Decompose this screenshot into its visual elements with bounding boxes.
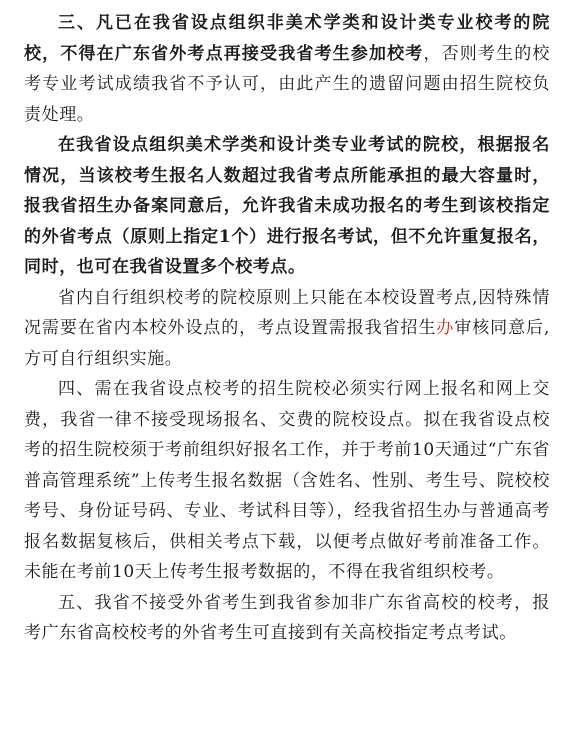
paragraph-in-province xyxy=(24,283,550,375)
paragraph-three-normal: ，否则考生的校考专业考试成绩我省不予认可，由此产生的遗留问题由招生院校负责处理。 xyxy=(24,43,550,125)
paragraph-five xyxy=(24,588,550,649)
paragraph-four xyxy=(24,374,550,588)
paragraph-three xyxy=(24,8,550,130)
paragraph-in-province-part2: 审核同意后,方可自行组织实施。 xyxy=(24,318,550,369)
paragraph-in-province-part1: 省内自行组织校考的院校原则上只能在本校设置考点,因特殊情况需要在省内本校外设点的，考点设置需报我省招生 xyxy=(24,287,550,338)
paragraph-four-text: 四、需在我省设点校考的招生院校必须实行网上报名和网上交费，我省一律不接受现场报名、交费的院校设点。拟在我省设点校考的招生院校须于考前组织好报名工作，并于考前10天通过“广东省普高管理系统”上传考生报名数据（含姓名、性别、考生号、院校校考号、身份证号码、专业、考试科目等），经我省招生办与普通高考报名数据复核后，供相关考点下载，以便考点做好考前准备工作。未能在考前10天上传考生报考数据的，不得在我省组织校考。 xyxy=(24,379,550,582)
paragraph-art-design xyxy=(24,130,550,283)
paragraph-art-design-bold: 在我省设点组织美术学类和设计类专业考试的院校，根据报名情况，当该校考生报名人数超过我省考点所能承担的最大容量时，报我省招生办备案同意后，允许我省未成功报名的考生到该校指定的外省考点（原则上指定1个）进行报名考试，但不允许重复报名，同时，也可在我省设置多个校考点。 xyxy=(24,135,550,277)
paragraph-in-province-highlight: 办 xyxy=(436,318,455,338)
paragraph-three-bold: 三、凡已在我省设点组织非美术学类和设计类专业校考的院校，不得在广东省外考点再接受我省考生参加校考 xyxy=(24,13,550,64)
paragraph-five-text: 五、我省不接受外省考生到我省参加非广东省高校的校考，报考广东省高校校考的外省考生可直接到有关高校指定考点考试。 xyxy=(24,592,550,643)
